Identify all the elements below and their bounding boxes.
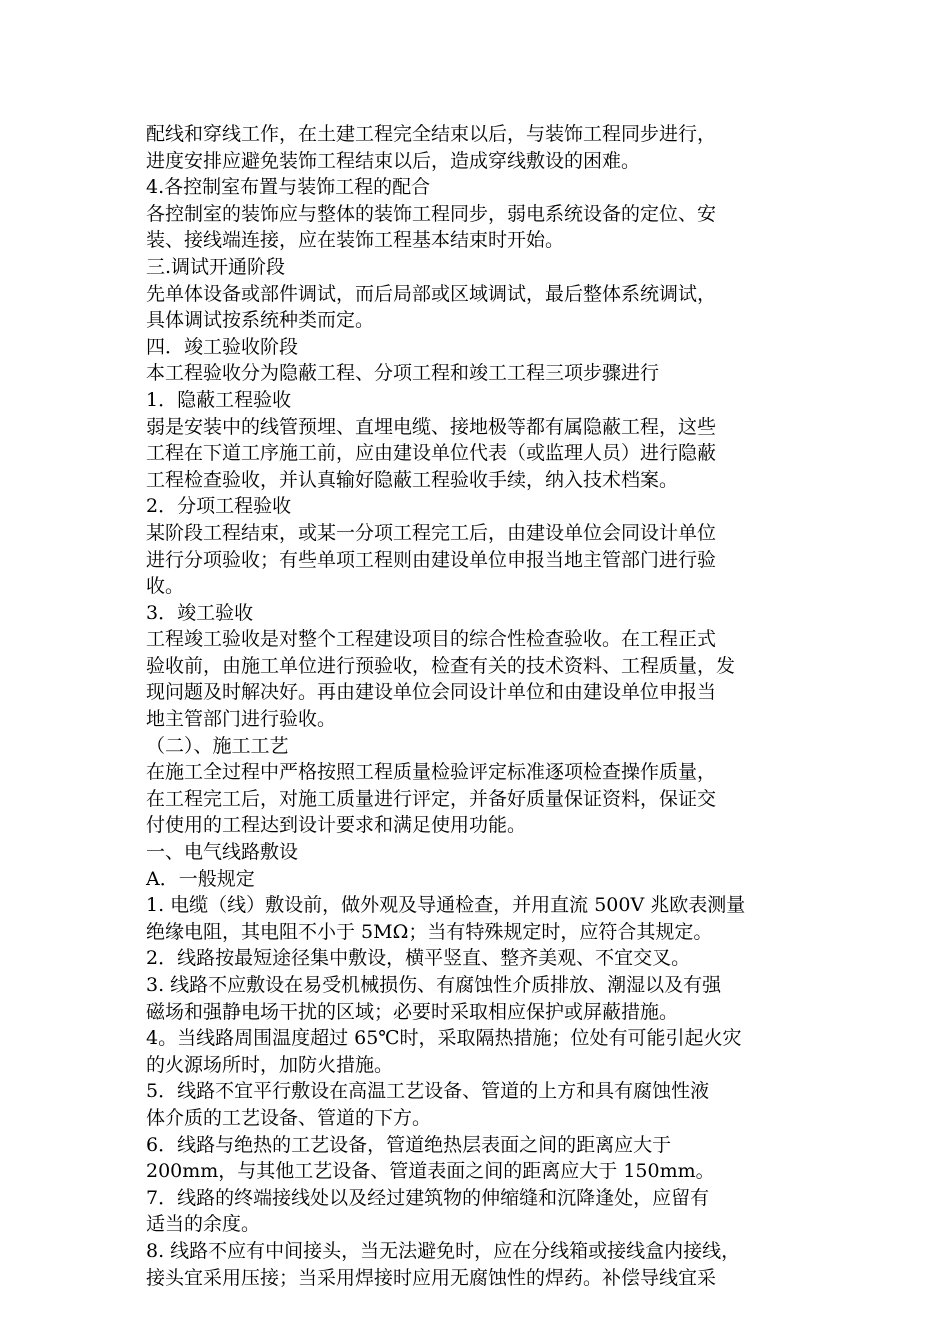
section-heading: A．一般规定 [146,867,255,890]
text-line: 进度安排应避免装饰工程结束以后，造成穿线敷设的困难。 [146,149,641,172]
text-line: 装、接线端连接，应在装饰工程基本结束时开始。 [146,229,565,252]
text-line: 在施工全过程中严格按照工程质量检验评定标准逐项检查操作质量， [146,761,717,784]
text-line: 5．线路不宜平行敷设在高温工艺设备、管道的上方和具有腐蚀性液 [146,1080,710,1103]
text-line: 各控制室的装饰应与整体的装饰工程同步，弱电系统设备的定位、安 [146,202,717,225]
text-line: 磁场和强静电场干扰的区域；必要时采取相应保护或屏蔽措施。 [146,1000,679,1023]
text-line: 工程在下道工序施工前，应由建设单位代表（或监理人员）进行隐蔽 [146,442,717,465]
text-line: 弱是安装中的线管预埋、直埋电缆、接地极等都有属隐蔽工程，这些 [146,415,717,438]
text-line: 接头宜采用压接；当采用焊接时应用无腐蚀性的焊药。补偿导线宜采 [146,1266,717,1289]
section-heading: （二）、施工工艺 [146,734,289,757]
text-line: 工程竣工验收是对整个工程建设项目的综合性检查验收。在工程正式 [146,628,717,651]
text-line: 6．线路与绝热的工艺设备，管道绝热层表面之间的距离应大于 [146,1133,672,1156]
text-line: 绝缘电阻，其电阻不小于 5MΩ；当有特殊规定时，应符合其规定。 [146,920,713,943]
text-line: 先单体设备或部件调试，而后局部或区域调试，最后整体系统调试， [146,282,717,305]
section-heading: 1．隐蔽工程验收 [146,388,292,411]
text-line: 本工程验收分为隐蔽工程、分项工程和竣工工程三项步骤进行 [146,362,660,385]
text-line: 配线和穿线工作，在土建工程完全结束以后，与装饰工程同步进行， [146,123,717,145]
text-line: 1. 电缆（线）敷设前，做外观及导通检查，并用直流 500V 兆欧表测量 [146,894,746,917]
text-line: 适当的余度。 [146,1213,261,1236]
text-line: 收。 [146,575,185,598]
text-line: 工程检查验收，并认真输好隐蔽工程验收手续，纳入技术档案。 [146,468,679,491]
text-line: 4。当线路周围温度超过 65℃时，采取隔热措施；位处有可能引起火灾 [146,1027,742,1050]
text-line: 地主管部门进行验收。 [146,708,337,731]
text-line: 现问题及时解决好。再由建设单位会同设计单位和由建设单位申报当 [146,681,717,704]
text-line: 8. 线路不应有中间接头，当无法避免时，应在分线箱或接线盒内接线， [146,1239,741,1262]
text-line: 的火源场所时，加防火措施。 [146,1053,394,1076]
section-heading: 四．竣工验收阶段 [146,335,299,358]
text-line: 某阶段工程结束，或某一分项工程完工后，由建设单位会同设计单位 [146,521,717,544]
section-heading: 一、电气线路敷设 [146,841,299,864]
section-heading: 3．竣工验收 [146,601,254,624]
text-line: 具体调试按系统种类而定。 [146,309,375,332]
section-heading: 4.各控制室布置与装饰工程的配合 [146,176,431,199]
section-heading: 三.调试开通阶段 [146,255,286,278]
text-line: 验收前，由施工单位进行预验收，检查有关的技术资料、工程质量，发 [146,654,736,677]
text-line: 在工程完工后，对施工质量进行评定，并备好质量保证资料，保证交 [146,787,717,810]
section-heading: 2．分项工程验收 [146,495,292,518]
text-line: 200mm，与其他工艺设备、管道表面之间的距离应大于 150mm。 [146,1160,715,1183]
text-line: 3. 线路不应敷设在易受机械损伤、有腐蚀性介质排放、潮湿以及有强 [146,974,722,996]
text-line: 付使用的工程达到设计要求和满足使用功能。 [146,814,527,837]
text-line: 2．线路按最短途径集中敷设，横平竖直、整齐美观、不宜交叉。 [146,947,691,970]
document-body [146,121,816,1291]
text-line: 进行分项验收；有些单项工程则由建设单位申报当地主管部门进行验 [146,548,717,571]
text-line: 7．线路的终端接线处以及经过建筑物的伸缩缝和沉降逢处，应留有 [146,1186,710,1209]
text-line: 体介质的工艺设备、管道的下方。 [146,1106,432,1129]
